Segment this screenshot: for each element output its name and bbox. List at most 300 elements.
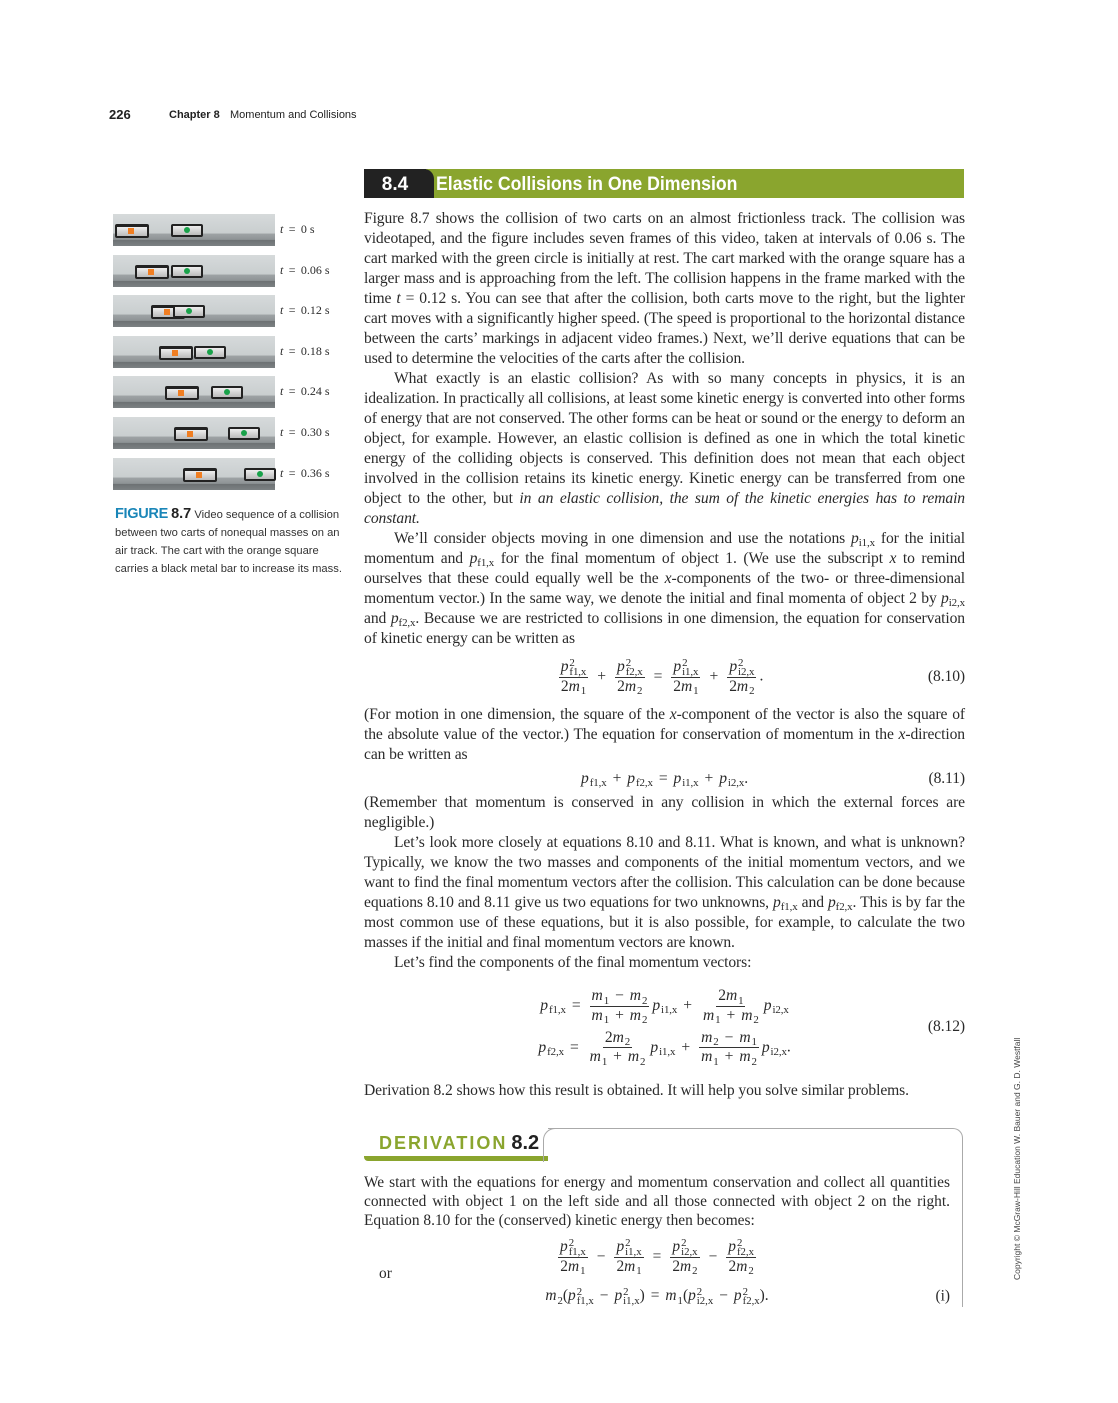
equation-body (555, 1238, 759, 1276)
frame-photo (113, 336, 275, 368)
subscript: 2 (557, 1294, 563, 1307)
variable-symbol: m (701, 1048, 713, 1066)
denominator (588, 1048, 648, 1066)
math-text: 2 (718, 987, 726, 1005)
paragraph: What exactly is an elastic collision? As with so many concepts in physics, it is an idealization. In practically all collisions, at least some kinetic energy is converted into other forms of energy that are not conserved. The other forms can be heat or sound or the energy to deform an object, for example. However, an elastic collision is defined as one in which the total kinetic energy of the colliding objects is conserved. This definition does not mean that each object involved in the collision retains its kinetic energy. Kinetic energy can be transferred from one object to the other, but in an elastic collision, the sum of the kinetic energies has to remain constant. (364, 370, 966, 527)
math-text: . (759, 667, 764, 685)
math-operator: + (681, 1038, 691, 1056)
script-stack (636, 770, 653, 788)
or-label: or (379, 1265, 392, 1282)
math-variable (681, 678, 699, 696)
time-symbol: t (280, 262, 284, 277)
variable-symbol: m (741, 1006, 753, 1024)
script-stack (751, 1029, 756, 1047)
script-stack (625, 1029, 630, 1047)
denominator (614, 1258, 643, 1276)
script-stack (604, 1007, 609, 1025)
math-text: 2 (673, 677, 681, 695)
script-stack (681, 1236, 698, 1258)
subscript: i2,x (772, 1004, 789, 1017)
variable-symbol: m (702, 1006, 715, 1024)
math-text: 2 (560, 677, 569, 695)
paragraph: (Remember that momentum is conserved in any collision in which the external forces are negligible.) (364, 794, 965, 831)
page-number: 226 (109, 107, 131, 122)
heavy-cart (135, 265, 169, 279)
time-value: = 0 s (283, 222, 315, 236)
variable-symbol: m (739, 1029, 751, 1046)
denominator (701, 1007, 761, 1025)
variable-symbol: m (736, 1257, 748, 1275)
variable-symbol: m (624, 677, 637, 695)
derivation-underline (364, 1156, 548, 1161)
math-operator: + (726, 1006, 736, 1024)
variable-symbol: p (761, 1038, 770, 1056)
orange-square-marker (172, 350, 178, 356)
fraction (727, 658, 756, 696)
subscript: 1 (636, 1264, 642, 1277)
superscript: 2 (576, 1285, 583, 1298)
inline-math: $p_{f1,x}$ (469, 550, 495, 569)
math-variable (674, 769, 699, 789)
superscript: 2 (738, 656, 744, 669)
time-symbol: t (280, 303, 284, 318)
subscript: i1,x (625, 1245, 642, 1258)
time-symbol: t (280, 424, 284, 439)
subscript: 2 (753, 1014, 759, 1026)
time-value: = 0.06 s (283, 262, 330, 277)
script-stack (715, 1007, 720, 1025)
paragraph: We’ll consider objects moving in one dimension and use the notations $p_{i1,x}$ for the initial momentum and $p_{f1,x}$ for the final momentum of object 1. (We use the subscript x to remind ourselves that these could equally well be the x-components of the two- or three-dimensional momentum vector.) In the same way, we denote the initial and final momenta of object 2 by $p_{i2,x}$ and $p_{f2,x}$. Because we are restricted to collisions in one dimension, the equation for conservation of kinetic energy can be written as (364, 530, 965, 647)
script-stack (751, 1049, 756, 1067)
script-stack (637, 678, 642, 696)
frame-time-label (280, 222, 315, 237)
variable-symbol: m (591, 987, 603, 1005)
numerator (614, 1238, 643, 1257)
variable-symbol: m (568, 677, 580, 695)
fraction (615, 658, 645, 696)
script-stack (547, 1039, 564, 1057)
green-circle-marker (186, 308, 192, 314)
math-variable (688, 1286, 713, 1305)
subscript: i2,x (681, 1245, 698, 1258)
math-variable (592, 987, 610, 1005)
subscript: 2 (624, 1036, 631, 1049)
math-variable (560, 1238, 586, 1256)
subscript: f1,x (477, 557, 495, 569)
numerator (558, 1238, 588, 1257)
math-operator: − (708, 1247, 718, 1265)
math-variable (739, 1048, 757, 1066)
variable-symbol: m (627, 1048, 640, 1066)
script-stack (642, 988, 647, 1006)
subscript: 1 (603, 1014, 610, 1026)
section-title: Elastic Collisions in One Dimension (436, 174, 738, 195)
equation-body (545, 1286, 768, 1305)
math-variable (581, 769, 607, 789)
subscript: 1 (677, 1294, 683, 1307)
math-text: 2 (617, 677, 625, 695)
subscript: 1 (715, 1014, 721, 1026)
subscript: f2,x (635, 777, 653, 790)
section-number: 8.4 (364, 169, 426, 198)
math-text: 2 (729, 677, 737, 695)
script-stack (590, 770, 607, 788)
subscript: f1,x (548, 1004, 566, 1017)
variable-symbol: p (673, 770, 682, 787)
math-operator: − (724, 1029, 734, 1046)
derivation-label: DERIVATION (379, 1133, 508, 1153)
light-cart (211, 386, 243, 399)
equation-number: (i) (935, 1287, 950, 1305)
equation-body (556, 658, 764, 696)
fraction (590, 987, 650, 1025)
derivation-equation-b (364, 1282, 950, 1310)
math-variable (719, 769, 744, 789)
green-circle-marker (184, 227, 190, 233)
inline-math: t (396, 290, 401, 307)
time-value: = 0.36 s (283, 465, 330, 480)
variable-symbol: p (688, 1287, 696, 1305)
script-stack (602, 1049, 607, 1067)
variable-symbol: p (627, 770, 635, 787)
denominator (559, 678, 588, 696)
subscript: 2 (641, 1014, 648, 1026)
math-text: 2 (604, 1029, 613, 1046)
derivation-text (364, 1173, 950, 1310)
variable-symbol: p (580, 770, 589, 787)
script-stack (713, 1049, 718, 1067)
time-value: = 0.24 s (283, 384, 330, 399)
green-circle-marker (207, 349, 213, 355)
script-stack (625, 1236, 642, 1258)
variable-symbol: p (763, 996, 772, 1014)
math-variable (538, 1038, 564, 1058)
math-operator: = (658, 770, 668, 787)
denominator (558, 1258, 587, 1276)
inline-math: $p_{f2,x}$ (390, 610, 416, 629)
subscript: f2,x (625, 665, 643, 678)
math-variable (652, 996, 677, 1016)
fraction (614, 1238, 643, 1276)
math-text: ( (682, 1287, 689, 1305)
subscript: 1 (738, 994, 744, 1007)
numerator (726, 1238, 756, 1257)
frame-time-label (280, 303, 330, 318)
caption-text: Video sequence of a collision between two carts of nonequal masses on an air track. The cart with the orange square carries a black metal bar to increase its mass. (115, 509, 342, 575)
derivation-heading (379, 1132, 539, 1155)
subscript: i1,x (661, 1004, 678, 1017)
figure-caption (115, 505, 345, 578)
math-variable (741, 1007, 759, 1025)
script-stack (713, 1029, 718, 1047)
inline-math: $p_{f2,x}$ (827, 894, 853, 913)
inline-math: x (889, 550, 897, 567)
variable-symbol: p (614, 1287, 623, 1305)
math-variable (737, 678, 755, 696)
derivation-intro: We start with the equations for energy and momentum conservation and collect all quantities connected with object 1 on the left side and all those connected with object 2 on the right. Equation 8.10 for the (conserved) kinetic energy then becomes: (364, 1174, 950, 1229)
frame-time-label (280, 384, 330, 399)
numerator (590, 987, 650, 1006)
math-text: ( (562, 1287, 568, 1305)
variable-symbol: p (560, 1238, 568, 1256)
script-stack (692, 1258, 697, 1276)
math-operator: + (597, 667, 606, 685)
subscript: f1,x (569, 665, 587, 678)
variable-symbol: p (560, 658, 569, 676)
math-operator: + (709, 667, 719, 685)
frame-photo (113, 417, 275, 449)
math-operator: + (724, 1048, 734, 1066)
subscript: 2 (748, 1264, 754, 1277)
math-variable (728, 1238, 754, 1256)
script-stack (682, 770, 698, 788)
script-stack (659, 1039, 675, 1057)
orange-square-marker (148, 269, 154, 275)
fraction (726, 1238, 756, 1276)
section-heading (364, 169, 964, 198)
subscript: 2 (692, 1264, 698, 1277)
subscript: 2 (751, 1055, 757, 1068)
script-stack (748, 1258, 753, 1276)
subscript: f2,x (835, 901, 853, 913)
subscript: i1,x (623, 1294, 640, 1307)
time-value: = 0.30 s (283, 424, 330, 439)
script-stack (661, 997, 677, 1015)
chapter-label: Chapter 8 (169, 109, 220, 121)
script-stack (742, 1285, 760, 1307)
superscript: 2 (742, 1285, 749, 1298)
math-variable (665, 1286, 683, 1305)
math-variable (703, 1007, 721, 1025)
script-stack (636, 1258, 641, 1276)
frame-time-label (280, 466, 330, 481)
math-variable (624, 1258, 642, 1276)
equation-number: (8.10) (927, 668, 965, 685)
math-operator: − (596, 1247, 606, 1265)
math-operator: + (615, 1006, 624, 1024)
light-cart (171, 224, 203, 237)
math-variable (673, 658, 698, 676)
variable-symbol: p (729, 658, 738, 676)
fraction (558, 1238, 588, 1276)
subscript: 1 (751, 1036, 757, 1049)
math-text: 2 (616, 1257, 625, 1275)
inline-math: x (664, 570, 672, 587)
paragraph: (For motion in one dimension, the square of the x-component of the vector is also the square of the absolute value of the vector.) The equation for conservation of momentum in the x-direction can be written as (364, 706, 965, 763)
math-text: . (744, 770, 748, 787)
math-variable (680, 1258, 698, 1276)
variable-symbol: m (665, 1287, 677, 1305)
denominator (727, 1258, 756, 1276)
script-stack (736, 1236, 754, 1258)
subscript: f1,x (568, 1245, 586, 1258)
math-operator: + (612, 770, 622, 787)
math-variable (701, 1029, 719, 1047)
light-cart (173, 305, 205, 318)
math-variable (729, 658, 754, 676)
script-stack (772, 997, 788, 1015)
heavy-cart (165, 386, 199, 400)
superscript: 2 (682, 656, 688, 669)
script-stack (682, 656, 699, 678)
variable-symbol: p (673, 658, 682, 676)
math-text: ). (759, 1287, 769, 1305)
math-variable (726, 987, 744, 1005)
math-variable (613, 1029, 631, 1047)
math-variable (568, 1258, 586, 1276)
frame-photo (113, 376, 275, 408)
script-stack (625, 656, 643, 678)
math-variable (540, 996, 566, 1016)
script-stack (569, 656, 587, 678)
variable-symbol: m (736, 677, 749, 695)
math-variable (630, 987, 648, 1005)
script-stack (568, 1236, 586, 1258)
math-variable (617, 658, 643, 676)
math-operator: − (599, 1287, 609, 1305)
math-variable (628, 1048, 646, 1066)
math-operator: = (652, 1247, 662, 1265)
subscript: i1,x (659, 1045, 676, 1058)
equation-line (538, 1029, 790, 1067)
heavy-cart (115, 224, 149, 238)
denominator (671, 678, 700, 696)
variable-symbol: p (672, 1238, 681, 1256)
math-operator: + (704, 770, 714, 787)
time-value: = 0.18 s (283, 343, 330, 358)
script-stack (738, 988, 743, 1006)
script-stack (642, 1007, 647, 1025)
equation-8-12 (364, 973, 965, 1081)
inline-math: $p_{i1,x}$ (851, 530, 875, 549)
superscript: 2 (623, 1285, 629, 1298)
script-stack (696, 1285, 714, 1307)
math-operator: − (615, 987, 624, 1005)
time-symbol: t (280, 384, 284, 399)
variable-symbol: m (589, 1048, 601, 1066)
math-text: 2 (560, 1257, 568, 1275)
math-variable (650, 1038, 675, 1058)
subscript: 1 (580, 684, 587, 697)
derivation-equation-a (364, 1232, 950, 1282)
subscript: f2,x (736, 1245, 754, 1258)
subscript: i1,x (858, 537, 875, 549)
script-stack (623, 1285, 640, 1307)
fraction (559, 658, 589, 696)
math-variable (734, 1286, 760, 1305)
math-variable (701, 1048, 719, 1066)
figure-number: 8.7 (171, 506, 192, 522)
denominator (699, 1048, 759, 1066)
body-text (364, 209, 965, 1101)
math-variable (736, 1258, 754, 1276)
green-circle-marker (257, 471, 263, 477)
inline-math: $p_{f1,x}$ (773, 894, 798, 913)
numerator (716, 987, 745, 1006)
variable-symbol: p (538, 1038, 547, 1056)
subscript: f2,x (547, 1045, 564, 1058)
math-variable (561, 658, 587, 676)
subscript: f2,x (742, 1294, 760, 1307)
subscript: 1 (580, 1264, 586, 1277)
frame-photo (113, 255, 275, 287)
paragraph: Derivation 8.2 shows how this result is obtained. It will help you solve similar problems. (364, 1082, 909, 1099)
math-variable (627, 769, 653, 789)
math-text: 2 (728, 1257, 737, 1275)
superscript: 2 (696, 1285, 703, 1298)
subscript: 1 (693, 684, 699, 697)
time-symbol: t (280, 465, 284, 480)
script-stack (771, 1039, 787, 1057)
variable-symbol: m (629, 987, 641, 1005)
fraction (701, 987, 761, 1025)
frame-time-label (280, 344, 330, 359)
subscript: 2 (641, 994, 648, 1007)
variable-symbol: m (591, 1006, 603, 1024)
math-variable (614, 1286, 639, 1305)
math-variable (764, 996, 789, 1016)
figure-label: FIGURE (115, 506, 168, 522)
math-operator: = (653, 667, 663, 685)
math-variable (568, 1286, 594, 1305)
subscript: i1,x (682, 665, 699, 678)
paragraph: Let’s find the components of the final momentum vectors: (394, 954, 752, 971)
subscript: f1,x (576, 1294, 594, 1307)
variable-symbol: p (728, 1238, 736, 1256)
orange-square-marker (187, 431, 193, 437)
math-operator: = (650, 1287, 660, 1305)
heavy-cart (174, 427, 208, 441)
variable-symbol: m (739, 1048, 751, 1066)
denominator (615, 678, 644, 696)
heavy-cart (159, 346, 193, 360)
math-operator: = (571, 996, 581, 1014)
subscript: i2,x (738, 665, 755, 678)
math-variable (569, 678, 587, 696)
subscript: f2,x (398, 617, 416, 629)
math-variable (616, 1238, 641, 1256)
variable-symbol: m (567, 1257, 580, 1275)
math-operator: − (719, 1287, 728, 1305)
variable-symbol: p (540, 996, 548, 1014)
orange-square-marker (178, 390, 184, 396)
time-symbol: t (280, 222, 284, 236)
derivation-number: 8.2 (511, 1132, 540, 1154)
time-symbol: t (280, 343, 284, 358)
inline-math: $p_{i2,x}$ (941, 590, 965, 609)
superscript: 2 (625, 656, 632, 669)
script-stack (549, 997, 566, 1015)
script-stack (581, 678, 586, 696)
script-stack (693, 678, 698, 696)
numerator (615, 658, 645, 677)
inline-math: x (898, 726, 906, 743)
variable-symbol: m (612, 1029, 624, 1046)
copyright-notice: Copyright © McGraw-Hill Education W. Bauer and G. D. Westfall (1012, 1037, 1022, 1280)
paragraph: Figure 8.7 shows the collision of two carts on an almost frictionless track. The collision was videotaped, and the figure includes seven frames of this video, taken at intervals of 0.06 s. The cart marked with the green circle is initially at rest. The cart marked with the orange square has a larger mass and is approaching from the left. The collision happens in the frame marked with the time t = 0.12 s. You can see that after the collision, both carts move to the right, but the lighter cart moves with a significantly higher speed. (The speed is proportional to the horizontal distance between the carts’ markings in adjacent video frames.) Next, we’ll derive equations that can be used to determine the velocities of the carts after the collision. (364, 210, 965, 367)
denominator (590, 1007, 650, 1025)
script-stack (604, 988, 609, 1006)
frame-photo (113, 214, 275, 246)
equation-body (581, 769, 748, 789)
orange-square-marker (128, 228, 134, 234)
time-value: = 0.12 s (283, 303, 330, 318)
numerator (671, 658, 700, 677)
green-circle-marker (184, 268, 190, 274)
math-variable (590, 1048, 608, 1066)
subscript: 2 (637, 684, 643, 697)
subscript: f1,x (589, 777, 607, 790)
